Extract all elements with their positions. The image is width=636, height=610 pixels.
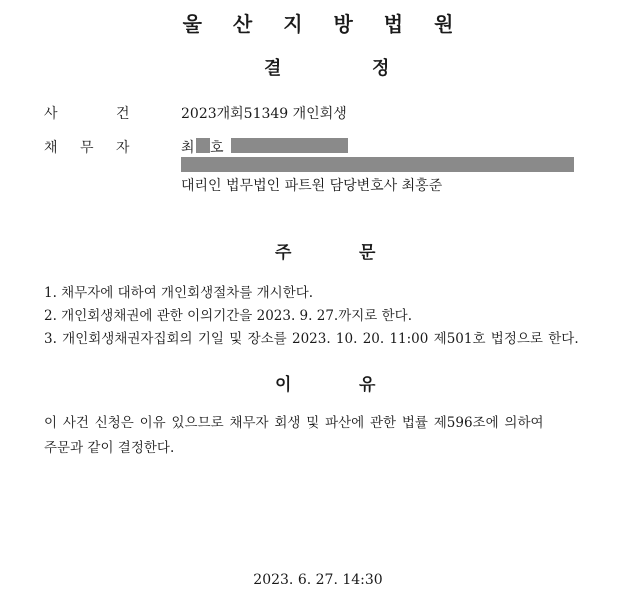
order-item: 2. 개인회생채권에 관한 이의기간을 2023. 9. 27.까지로 한다.: [44, 308, 412, 324]
case-label-char: 사: [44, 106, 58, 122]
court-title-char: 원: [434, 12, 454, 36]
debtor-label-char: 자: [116, 140, 130, 156]
order-heading-char: 문: [359, 243, 376, 263]
court-title-char: 법: [383, 12, 404, 36]
reason-heading-char: 유: [359, 375, 376, 395]
debtor-name-first: 최: [181, 140, 195, 156]
decision-datetime: 2023. 6. 27. 14:30: [253, 572, 383, 588]
order-item: 1. 채무자에 대하여 개인회생절차를 개시한다.: [44, 285, 314, 301]
document-type-char: 정: [372, 58, 390, 79]
court-title: [0, 8, 636, 37]
court-title-char: 울: [182, 12, 202, 36]
court-title-char: 산: [232, 12, 253, 36]
reason-line: 이 사건 신청은 이유 있으므로 채무자 회생 및 파산에 관한 법률 제596조에 의하여: [44, 415, 544, 431]
redaction-bar: [196, 138, 210, 153]
redaction-bar: [231, 138, 348, 153]
reason-heading-char: 이: [275, 375, 292, 395]
debtor-label-char: 채: [44, 140, 58, 156]
case-number: 2023개회51349 개인회생: [181, 106, 347, 122]
order-heading-char: 주: [275, 243, 292, 263]
document-type-char: 결: [264, 58, 282, 79]
order-item: 3. 개인회생채권자집회의 기일 및 장소를 2023. 10. 20. 11:00 제501호 법정으로 한다.: [44, 331, 579, 347]
reason-line: 주문과 같이 결정한다.: [44, 440, 175, 456]
court-title-char: 지: [283, 12, 303, 36]
redaction-bar: [181, 157, 574, 172]
court-title-char: 방: [333, 12, 353, 36]
debtor-name-last: 호: [210, 140, 224, 156]
case-label-char: 건: [116, 106, 130, 122]
debtor-representative: 대리인 법무법인 파트원 담당변호사 최홍준: [181, 178, 443, 194]
debtor-label-char: 무: [80, 140, 94, 156]
